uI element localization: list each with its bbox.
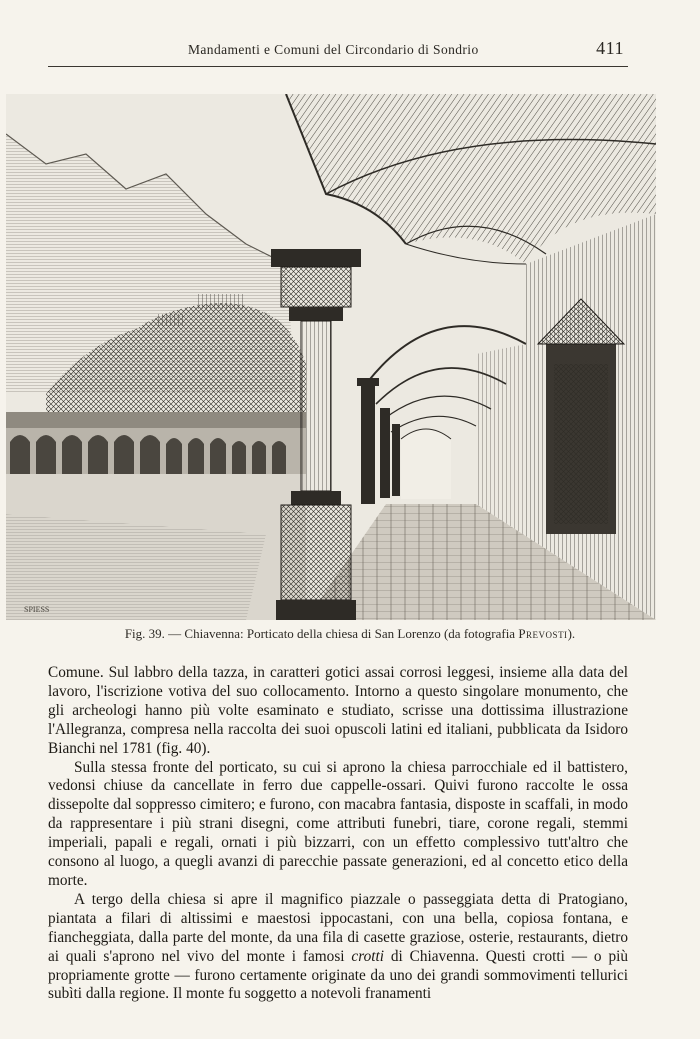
caption-author: Prevosti bbox=[518, 626, 568, 641]
body-text bbox=[48, 664, 628, 1004]
figure-caption bbox=[0, 626, 700, 642]
engraving-figure bbox=[6, 94, 656, 620]
portico-illustration bbox=[6, 94, 656, 620]
italic-crotti: crotti bbox=[351, 947, 384, 965]
castle-ruins bbox=[196, 294, 246, 309]
paragraph-2: Sulla stessa fronte del porticato, su cui si aprono la chiesa parrocchiale ed il battistero, vedonsi chiuse da cancellate in ferro due cappelle-ossari. Quivi furono raccolte le ossa dissepolte dal soppresso cimitero; e furono, con macabra fantasia, disposte in scaffali, in modo da rappresentare i più strani disegni, come attributi funebri, tiare, corone regali, stemmi imperiali, papali e regali, ornati i più bizzarri, con un effetto complessivo tutt'altro che consono al luogo, a quegli avanzi di parecchie passate generazioni, ed al concetto etico della morte. bbox=[48, 758, 628, 889]
caption-number: Fig. 39. — bbox=[124, 626, 182, 641]
cloister-arcade bbox=[6, 412, 306, 474]
page-number: 411 bbox=[596, 38, 624, 58]
engraver-signature: SPIESS bbox=[24, 605, 50, 614]
paragraph-3-start: A tergo della chiesa si apre il magnifico piazzale o passeggiata detta di Pratogiano, piantata a filari di altissimi e maestosi ippocastani, con una bella, copiosa fontana, e fiancheggiata, dalla parte del monte, da una fila di casette graziose, osterie, restaurants, dietro ai quali s'aprono nel vivo del monte i famosi bbox=[48, 890, 628, 965]
church-doorway bbox=[538, 299, 624, 534]
running-title: Mandamenti e Comuni del Circondario di Sondrio bbox=[188, 42, 479, 57]
caption-text: Chiavenna: Porticato della chiesa di San Lorenzo (da fotografia bbox=[184, 626, 516, 641]
paragraph-3 bbox=[48, 891, 628, 1004]
page-header bbox=[48, 36, 628, 67]
paragraph-3-end: di Chiavenna. Questi crotti — o più propriamente grotte — furono certamente originate da uno dei grandi sommovimenti tellurici subìti dalla regione. Il monte fu soggetto a notevoli franamenti bbox=[48, 947, 629, 1003]
caption-close: ). bbox=[567, 626, 576, 641]
paragraph-1: Comune. Sul labbro della tazza, in caratteri gotici assai corrosi leggesi, insieme alla data del lavoro, l'iscrizione votiva del suo collocamento. Intorno a questo singolare monumento, che gli archeologi hanno più volte esaminato e studiato, scrisse una dottissima illustrazione l'Allegranza, compresa nella raccolta dei suoi opuscoli latini ed italiani, pubblicata da Isidoro Bianchi nel 1781 (fig. 40). bbox=[48, 664, 628, 757]
